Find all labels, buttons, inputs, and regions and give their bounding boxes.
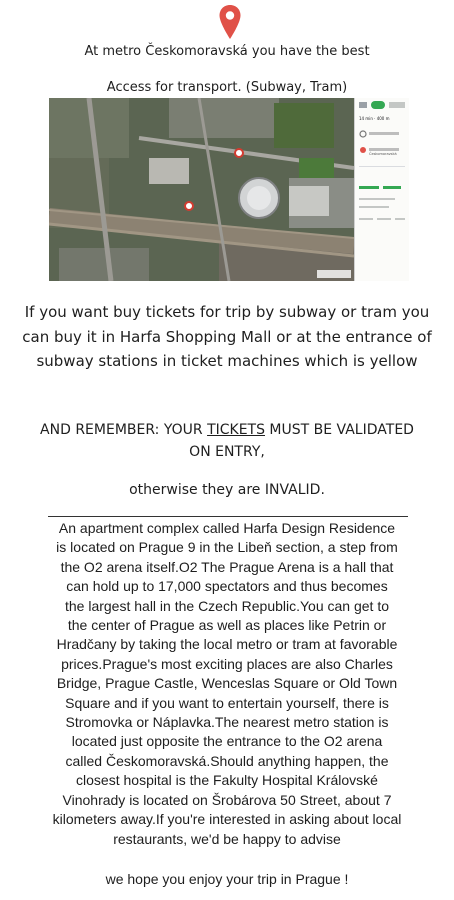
tickets-link[interactable]: TICKETS bbox=[207, 422, 265, 438]
ticket-line-2: can buy it in Harfa Shopping Mall or at the entrance of bbox=[22, 328, 432, 346]
ticket-line-3: subway stations in ticket machines which is yellow bbox=[36, 352, 418, 370]
route-panel-destination: Českomoravská bbox=[369, 152, 397, 156]
intro-line-1: At metro Českomoravská you have the best bbox=[84, 44, 370, 59]
intro-line-2: Access for transport. (Subway, Tram) bbox=[106, 80, 348, 95]
aerial-map-image[interactable] bbox=[49, 98, 409, 281]
description-line: closest hospital is the Fakulty Hospital Královské bbox=[76, 772, 378, 789]
description-line: Square and if you want to entertain yourself, there is bbox=[65, 694, 389, 711]
route-panel[interactable] bbox=[354, 98, 409, 281]
route-panel-graphic bbox=[355, 98, 409, 281]
description-line: prices.Prague's most exciting places are also Charles bbox=[61, 655, 393, 672]
description-line: called Českomoravská.Should anything happen, the bbox=[65, 752, 389, 769]
description-line: Hradčany by taking the local metro or tram at favorable bbox=[56, 636, 398, 653]
section-divider bbox=[48, 516, 408, 517]
description-line: the largest hall in the Czech Republic.You can get to bbox=[64, 597, 390, 614]
ticket-line-1: If you want buy tickets for trip by subway or tram you bbox=[24, 303, 430, 321]
closing-message: we hope you enjoy your trip in Prague ! bbox=[105, 871, 349, 887]
map-pin-icon bbox=[218, 4, 242, 40]
description-line: Stromovka or Náplavka.The nearest metro station is bbox=[65, 714, 389, 731]
description-line: kilometers away.If you're interested in asking about local bbox=[52, 811, 402, 828]
description-paragraph bbox=[32, 519, 422, 849]
description-line: the center of Prague as well as places like Petrin or bbox=[67, 617, 387, 634]
remember-suffix: MUST BE VALIDATED bbox=[264, 422, 414, 438]
description-line: An apartment complex called Harfa Design Residence bbox=[58, 520, 396, 536]
remember-line-1 bbox=[0, 420, 454, 440]
description-line: Bridge, Prague Castle, Wenceslas Square or Old Town bbox=[56, 675, 398, 692]
route-panel-summary: 14 min · 400 m bbox=[359, 116, 390, 121]
description-line: can hold up to 17,000 spectators and thus becomes bbox=[66, 578, 388, 595]
description-line: restaurants, we'd be happy to advise bbox=[113, 830, 341, 847]
remember-notice bbox=[0, 420, 454, 500]
ticket-info bbox=[0, 300, 454, 375]
remember-line-2: ON ENTRY, bbox=[189, 444, 265, 460]
satellite-view bbox=[49, 98, 354, 281]
remember-line-3: otherwise they are INVALID. bbox=[129, 482, 325, 498]
description-line: located just opposite the entrance to the O2 arena bbox=[71, 733, 383, 750]
description-line: the O2 arena itself.O2 The Prague Arena is a hall that bbox=[60, 558, 394, 575]
remember-prefix: AND REMEMBER: YOUR bbox=[40, 422, 208, 438]
description-line: is located on Prague 9 in the Libeň section, a step from bbox=[56, 539, 398, 556]
description-line: Vinohrady is located on Šrobárova 50 Street, about 7 bbox=[62, 791, 392, 808]
